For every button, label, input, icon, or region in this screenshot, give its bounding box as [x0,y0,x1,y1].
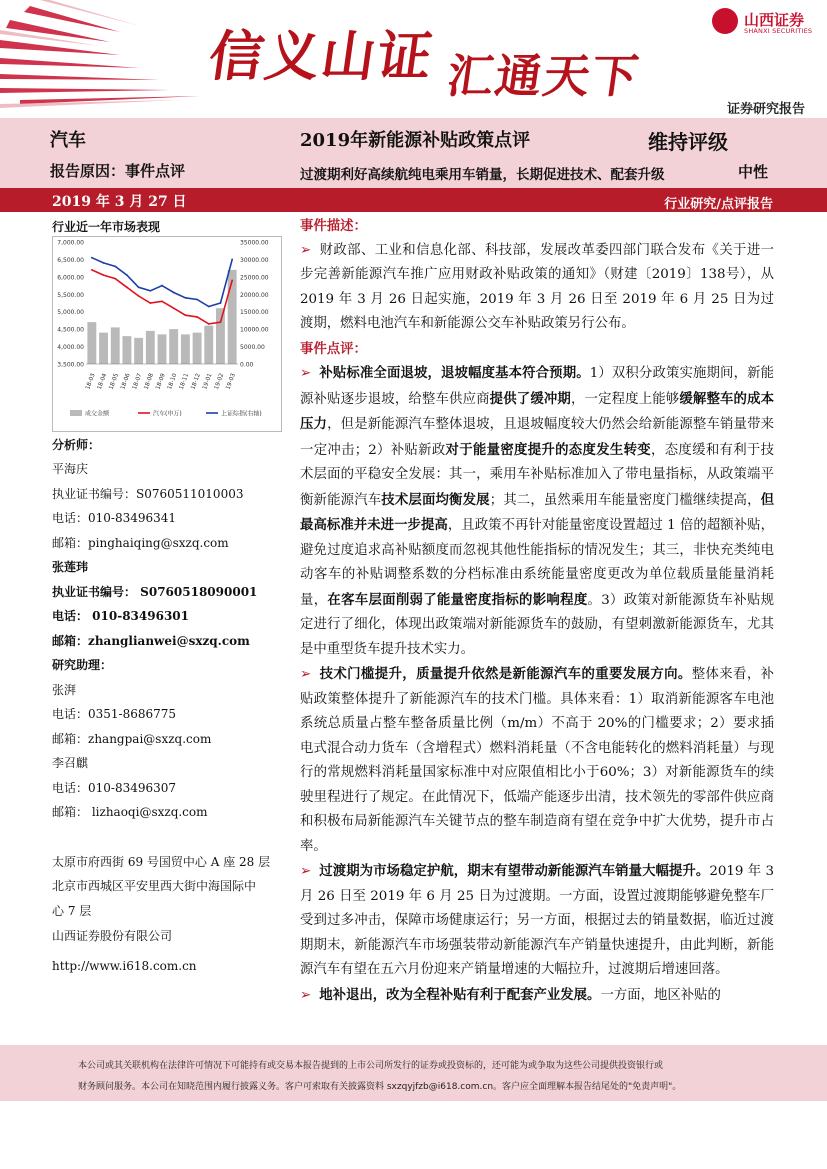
y-left-tick-label: 4,500.00 [57,326,84,334]
series-point [220,302,222,304]
legend-swatch [70,410,82,416]
volume-bar [228,270,237,364]
document-type: 证券研究报告 [726,102,805,117]
report-reason: 报告原因：事件点评 [50,162,186,180]
legend-label: 汽车(申万) [153,410,182,418]
x-tick-label: 18-06 [120,372,132,391]
y-left-tick-label: 6,500.00 [57,256,84,264]
analyst-2-name: 张莲玮 [52,560,89,574]
x-tick-label: 18-11 [178,372,191,391]
company-logo [712,8,818,38]
report-date: 2019 年 3 月 27 日 [52,194,187,210]
volume-bar [111,327,120,364]
assistant-1-email[interactable]: 邮箱：zhangpai@sxzq.com [52,732,212,746]
x-tick-label: 18-07 [131,372,144,391]
volume-bar [134,338,143,364]
assistant-2-phone: 电话：010-83496307 [52,781,177,795]
address-taiyuan: 太原市府西街 69 号国贸中心 A 座 28 层 [52,855,271,869]
industry-label: 汽车 [50,130,86,151]
series-point [126,286,128,288]
disclaimer-line-1: 本公司或其关联机构在法律许可情况下可能持有或交易本报告提到的上市公司所发行的证券或投资标的，还可能为或争取为这些公司提供投资银行或 [78,1061,664,1071]
series-point [138,295,140,297]
company-name: 山西证券股份有限公司 [52,929,173,943]
y-right-tick-label: 0.00 [240,361,254,369]
analyst-1-phone: 电话：010-83496341 [52,511,177,525]
series-point [173,307,175,309]
analyst-label: 分析师： [52,438,101,452]
series-point [208,323,210,325]
series-point [231,279,233,281]
disclaimer-text [78,1056,778,1098]
series-point [126,274,128,276]
series-point [196,299,198,301]
arrow-bullet-icon: ➢ [300,667,312,682]
y-right-tick-label: 20000.00 [240,291,269,299]
series-point [208,306,210,308]
x-tick-label: 18-04 [96,372,109,391]
assistant-2-name: 李召麒 [52,756,89,770]
series-point [103,262,105,264]
x-tick-label: 19-01 [202,372,214,391]
analyst-1-email[interactable]: 邮箱：pinghaiqing@sxzq.com [52,536,229,550]
volume-bar [158,334,167,364]
y-left-tick-label: 5,000.00 [57,309,84,317]
point-4-paragraph: ➢ 地补退出，改为全程补贴有利于配套产业发展。一方面，地区补贴的 [300,986,721,1003]
series-point [161,300,163,302]
logo-name: 山西证券 [744,11,805,29]
assistant-2-email[interactable]: 邮箱： lizhaoqi@sxzq.com [52,805,208,819]
x-tick-label: 18-08 [143,372,156,391]
y-right-tick-label: 35000.00 [240,239,269,247]
assistant-label: 研究助理： [52,658,113,672]
volume-bar [216,308,225,364]
series-point [91,257,93,259]
arrow-bullet-icon: ➢ [300,864,312,879]
point-2-paragraph: ➢ 技术门槛提升，质量提升依然是新能源汽车的重要发展方向。整体来看，补贴政策整体提升了新能源汽车的技术门槛。具体来看：1）取消新能源客车电池系统总质量占整车整备质量比例（m/m）不高于 20%的门槛要求；2）要求插电式混合动力货车（含增程式）燃料消耗量（不含电能转化的燃料消耗量）与现行的常规燃料消耗量国家标准中对应限值相比小于60%；3）对新能源货车的续驶里程进行了规定。在此情况下，低端产能逐步出清，技术领先的零部件供应商和积极布局新能源汽车关键节点的整车制造商有望在竞争中扩大优势，提升市占率。 [300,666,774,854]
point-1-paragraph: ➢ 补贴标准全面退坡，退坡幅度基本符合预期。1）双积分政策实施期间，新能源补贴逐步退坡，给整车供应商提供了缓冲期，一定程度上能够缓解整车的成本压力，但是新能源汽车整体退坡，且退坡幅度较大仍然会给新能源整车销量带来一定冲击；2）补贴新政对于能量密度提升的态度发生转变，态度缓和有利于技术层面的平稳安全发展：其一，乘用车补贴标准加入了带电量指标，从政策端平衡新能源汽车技术层面均衡发展；其二，虽然乘用车能量密度门槛继续提高，但最高标准并未进一步提高，且政策不再针对能量密度设置超过 1 倍的超额补贴，避免过度追求高补贴额度而忽视其他性能指标的情况发生；其三，非快充类纯电动客车的补贴调整系数的分档标准由系统能量密度更改为单位载质量能量消耗量，在客车层面削弱了能量密度指标的影响程度。3）政策对新能源货车补贴规定进行了细化，体现出政策端对新能源货车的鼓励，有望刺激新能源货车，尤其是中重型货车提升技术实力。 [300,365,775,657]
volume-bar [181,334,190,364]
x-tick-label: 18-12 [190,372,202,391]
point-3-paragraph: ➢ 过渡期为市场稳定护航，期末有望带动新能源汽车销量大幅提升。2019 年 3 月 26 日至 2019 年 6 月 25 日为过渡期。一方面，设置过渡期能够避免整车厂受到过多冲击，保障市场健康运行；另一方面，根据过去的销量数据，临近过渡期期末，新能源汽车市场强装带动新能源汽车产销量快速提升，由此判断，新能源汽车有望在五六月份迎来产销量增速的大幅拉升，过渡期后增速回落。 [300,863,774,977]
assistant-1-phone: 电话：0351-8686775 [52,707,177,721]
y-right-tick-label: 10000.00 [240,326,269,334]
series-point [149,290,151,292]
address-beijing-cont: 心 7 层 [52,904,92,918]
market-performance-chart [52,236,282,432]
series-point [161,285,163,287]
volume-bar [87,322,96,364]
x-tick-label: 18-09 [155,372,167,391]
disclaimer-line-2: 财务顾问服务。本公司在知晓范围内履行披露义务。客户可索取有关披露资料 sxzqyjfzb@i618.com.cn。客户应全面理解本报告结尾处的"免责声明"。 [78,1082,682,1092]
x-tick-label: 19-03 [225,372,237,391]
report-title: 2019年新能源补贴政策点评 [300,130,531,151]
logo-mark-icon [712,8,738,34]
y-left-tick-label: 7,000.00 [57,239,84,247]
series-point [220,321,222,323]
arrow-bullet-icon: ➢ [300,242,312,258]
report-header [0,0,827,118]
arrow-bullet-icon: ➢ [300,987,312,1003]
series-point [196,316,198,318]
logo-english: SHANXI SECURITIES [744,27,813,35]
analyst-1-cert: 执业证书编号：S0760511010003 [52,487,244,501]
series-point [114,266,116,268]
rating-value: 中性 [738,163,769,181]
slogan-part1: 信义山证 [205,24,439,88]
series-point [231,259,233,261]
y-left-tick-label: 3,500.00 [57,361,84,369]
assistant-1-name: 张湃 [52,683,77,697]
series-point [138,286,140,288]
report-category: 行业研究/点评报告 [664,197,773,212]
x-tick-label: 19-02 [213,372,226,391]
chart-title: 行业近一年市场表现 [52,220,161,234]
y-right-tick-label: 5000.00 [240,344,265,352]
volume-bar [122,336,131,364]
y-left-tick-label: 5,500.00 [57,291,84,299]
analyst-2-phone: 电话： 010-83496301 [52,609,190,623]
legend-label: 上证综指(右轴) [221,410,262,418]
x-tick-label: 18-05 [108,372,120,391]
chart-frame [53,237,282,432]
company-url[interactable]: http://www.i618.com.cn [52,959,197,973]
series-point [114,278,116,280]
series-point [184,314,186,316]
section-event-heading: 事件描述： [300,218,367,234]
analyst-1-name: 平海庆 [52,462,89,476]
event-paragraph: ➢ 财政部、工业和信息化部、科技部，发展改革委四部门联合发布《关于进一步完善新能源汽车推广应用财政补贴政策的通知》（财建〔2019〕138号），从 2019 年 3 月 26 日起实施，2019 年 3 月 26 日至 2019 年 6 月 25 日为过渡期，燃料电池汽车和新能源公交车补贴政策另行公布。 [300,242,774,331]
y-left-tick-label: 4,000.00 [57,344,84,352]
volume-bar [169,329,178,364]
y-left-tick-label: 6,000.00 [57,274,84,282]
series-point [91,269,93,271]
section-comment-heading: 事件点评： [300,340,367,357]
series-point [103,274,105,276]
x-tick-label: 18-10 [167,372,179,391]
address-beijing: 北京市西城区平安里西大街中海国际中 [52,879,257,893]
volume-bar [193,333,202,364]
analyst-2-cert: 执业证书编号： S0760518090001 [52,585,258,599]
report-body [300,214,774,1008]
volume-bar [204,326,213,364]
y-right-tick-label: 25000.00 [240,274,269,282]
y-right-tick-label: 30000.00 [240,256,269,264]
rating-label: 维持评级 [648,130,728,154]
series-point [184,297,186,299]
series-point [173,292,175,294]
slogan-part2: 汇通天下 [443,49,644,103]
volume-bar [99,333,108,364]
y-right-tick-label: 15000.00 [240,309,269,317]
arrow-bullet-icon: ➢ [300,366,312,381]
x-tick-label: 18-03 [85,372,97,391]
series-point [149,302,151,304]
volume-bar [146,331,155,364]
legend-label: 成交金额 [85,410,110,418]
report-subtitle: 过渡期利好高续航纯电乘用车销量，长期促进技术、配套升级 [300,167,665,183]
analyst-2-email[interactable]: 邮箱：zhanglianwei@sxzq.com [52,634,250,648]
decorative-stripes [0,0,230,118]
